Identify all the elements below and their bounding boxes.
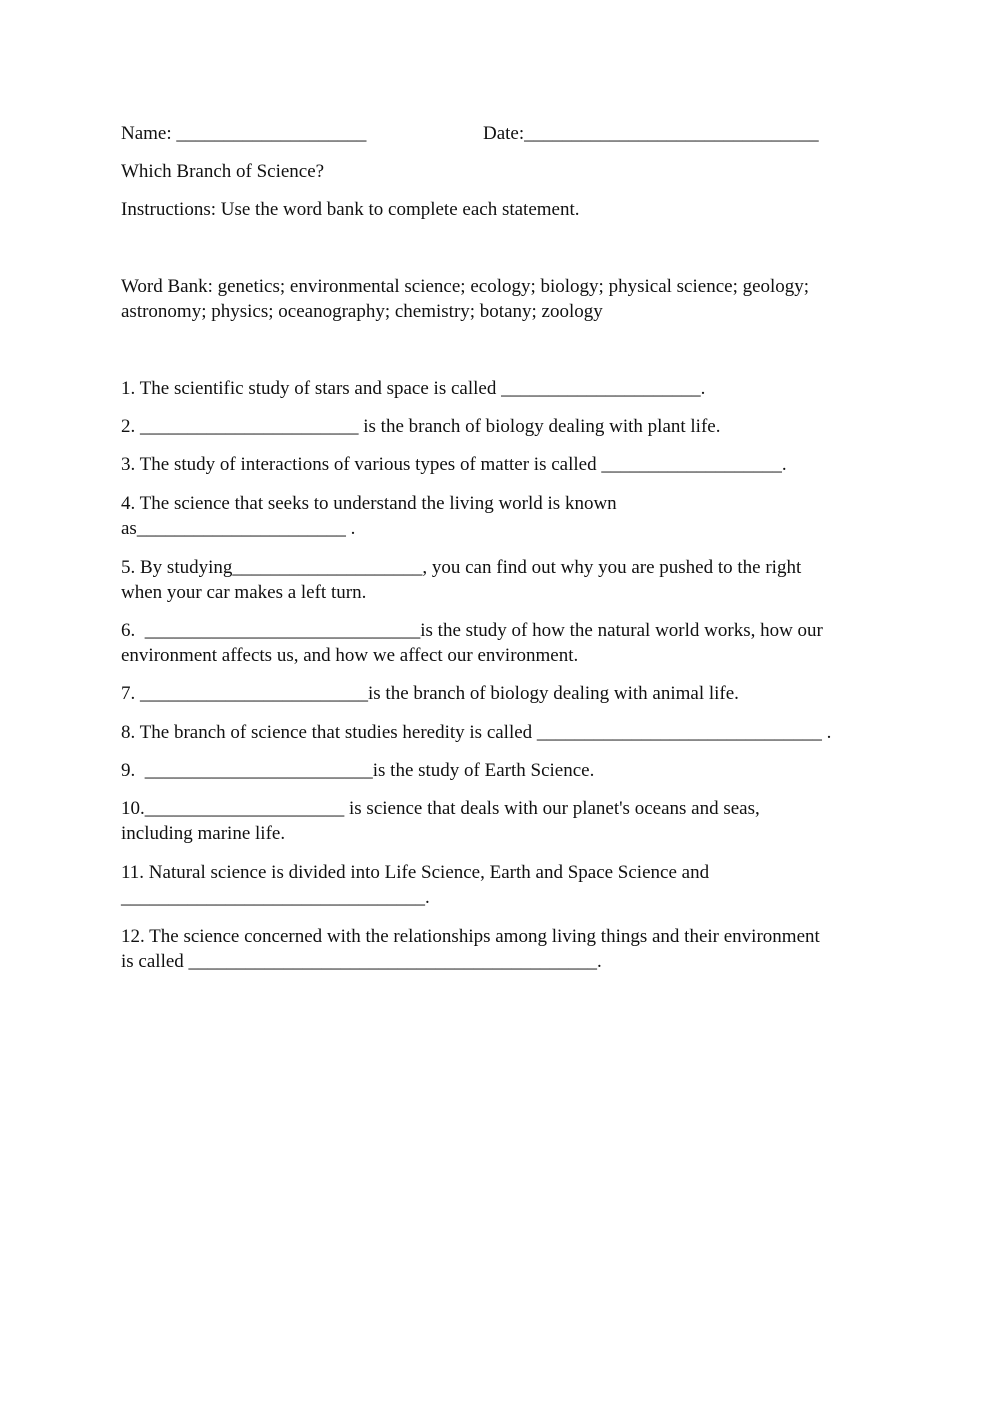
header-row [121, 121, 881, 146]
question-text: including marine life. [121, 823, 286, 844]
question-text: 12. The science concerned with the relationships among living things and their environment [121, 926, 820, 947]
word-bank-line: astronomy; physics; oceanography; chemistry; botany; zoology [121, 301, 603, 322]
question-text: 11. Natural science is divided into Life Science, Earth and Space Science and [121, 862, 710, 883]
question-text: 2. _______________________ is the branch of biology dealing with plant life. [121, 416, 721, 437]
question-text: 4. The science that seeks to understand the living world is known [121, 493, 617, 514]
instructions: Instructions: Use the word bank to complete each statement. [121, 199, 580, 220]
question-text: 3. The study of interactions of various types of matter is called ___________________. [121, 454, 787, 475]
question-1 [121, 376, 881, 401]
question-4 [121, 491, 881, 541]
question-text: 1. The scientific study of stars and space is called _____________________. [121, 378, 706, 399]
worksheet-title: Which Branch of Science? [121, 161, 325, 182]
question-text: 8. The branch of science that studies heredity is called ______________________________ . [121, 722, 832, 743]
question-11 [121, 860, 881, 910]
question-9 [121, 758, 881, 783]
word-bank [121, 274, 881, 324]
question-text: 10._____________________ is science that deals with our planet's oceans and seas, [121, 798, 760, 819]
question-text: ________________________________. [121, 887, 430, 908]
question-text: 6. _____________________________is the study of how the natural world works, how our [121, 620, 823, 641]
question-10 [121, 796, 881, 846]
question-12 [121, 924, 881, 974]
word-bank-line: Word Bank: genetics; environmental science; ecology; biology; physical science; geology; [121, 276, 810, 297]
question-2 [121, 414, 881, 439]
question-5 [121, 555, 881, 605]
name-field-label: Name: ____________________ [121, 123, 367, 144]
question-text: 9. ________________________is the study of Earth Science. [121, 760, 595, 781]
question-text: 5. By studying____________________, you can find out why you are pushed to the right [121, 557, 802, 578]
question-text: when your car makes a left turn. [121, 582, 367, 603]
question-text: as______________________ . [121, 518, 356, 539]
question-6 [121, 618, 881, 668]
question-8 [121, 720, 881, 745]
question-text: environment affects us, and how we affect our environment. [121, 645, 579, 666]
date-field-label: Date:_______________________________ [483, 123, 819, 144]
question-3 [121, 452, 881, 477]
question-7 [121, 681, 881, 706]
question-text: 7. ________________________is the branch of biology dealing with animal life. [121, 683, 739, 704]
question-text: is called ___________________________________________. [121, 951, 602, 972]
